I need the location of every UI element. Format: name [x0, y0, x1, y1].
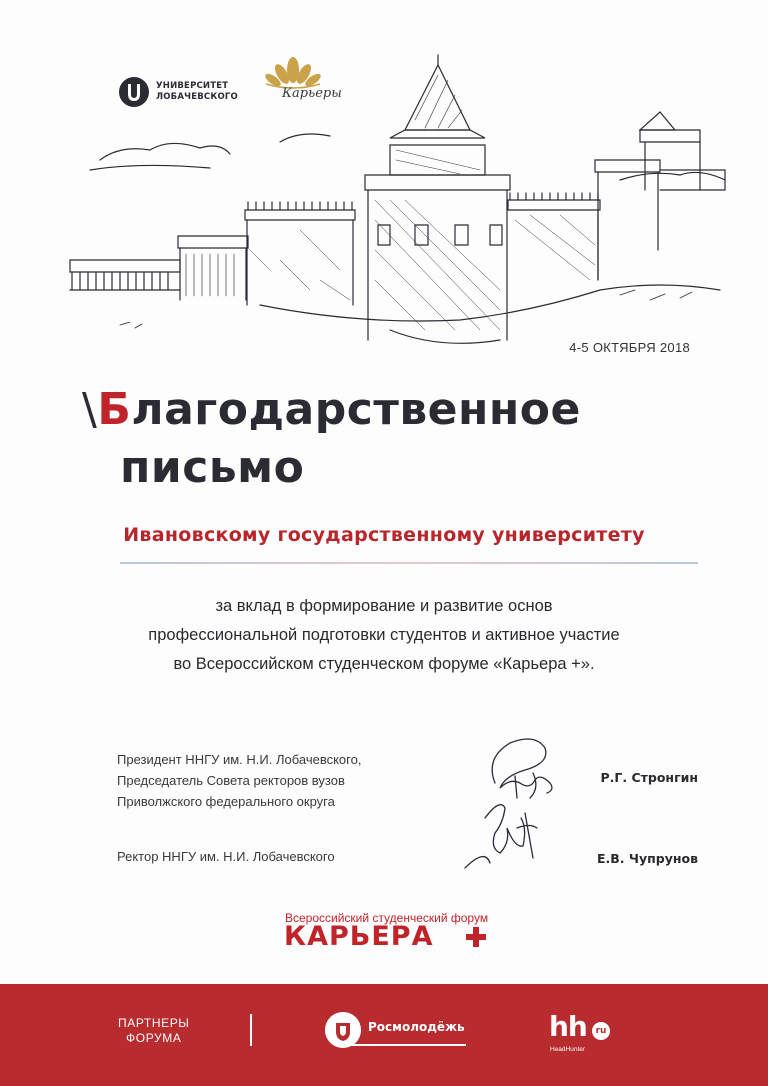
forum-logo-caption: Всероссийский студенческий форум: [285, 911, 489, 925]
body-line-3: во Всероссийском студенческом форуме «Карьера +».: [173, 655, 595, 673]
signatory-2-name: Е.В. Чупрунов: [596, 851, 698, 866]
title-line1-rest: лагодарственное: [131, 384, 581, 435]
title-slash: \: [82, 384, 98, 435]
kremlin-sketch-illustration: [60, 50, 730, 350]
signatory-1-position: [117, 749, 361, 812]
signatory-2-position: [117, 846, 335, 867]
signatory-1-position-line-3: Приволжского федерального округа: [117, 794, 335, 809]
signatory-2-position-line-1: Ректор ННГУ им. Н.И. Лобачевского: [117, 849, 335, 864]
body-line-2: профессиональной подготовки студентов и активное участие: [148, 626, 620, 644]
signatory-1-name: Р.Г. Стронгин: [600, 770, 698, 785]
document-title-line1: [82, 382, 581, 438]
forum-logo-name: КАРЬЕРА: [284, 921, 434, 952]
handwritten-signatures: [455, 728, 585, 878]
headhunter-subtitle: HeadHunter: [550, 1046, 586, 1053]
career-days-logo-text: Карьеры: [282, 86, 342, 101]
partners-label-line2: ФОРУМА: [126, 1031, 182, 1045]
headhunter-ru-badge: ru: [592, 1022, 610, 1040]
rosmolodezh-underline: [338, 1044, 466, 1046]
university-logo-line1: УНИВЕРСИТЕТ: [156, 81, 229, 91]
plus-icon: [465, 926, 487, 948]
document-title-line2: письмо: [120, 442, 305, 493]
event-date: 4-5 ОКТЯБРЯ 2018: [569, 340, 690, 355]
body-line-1: за вклад в формирование и развитие основ: [215, 597, 553, 615]
signatory-1-position-line-2: Председатель Совета ректоров вузов: [117, 773, 345, 788]
signatory-1-position-line-1: Президент ННГУ им. Н.И. Лобачевского,: [117, 752, 362, 767]
rosmolodezh-logo-text: Росмолодёжь: [368, 1020, 465, 1034]
rosmolodezh-logo-icon: [325, 1012, 361, 1048]
partners-footer: [0, 984, 768, 1086]
headhunter-logo-text: hh: [549, 1010, 587, 1043]
footer-separator: [250, 1014, 252, 1046]
title-first-letter: Б: [97, 384, 132, 435]
partners-label: [118, 1016, 190, 1046]
partners-label-line1: ПАРТНЕРЫ: [118, 1016, 190, 1030]
gratitude-text: [0, 592, 768, 679]
university-logo-line2: ЛОБАЧЕВСКОГО: [156, 92, 238, 102]
recipient-name: Ивановскому государственному университету: [123, 524, 645, 546]
recipient-divider: [120, 562, 698, 564]
